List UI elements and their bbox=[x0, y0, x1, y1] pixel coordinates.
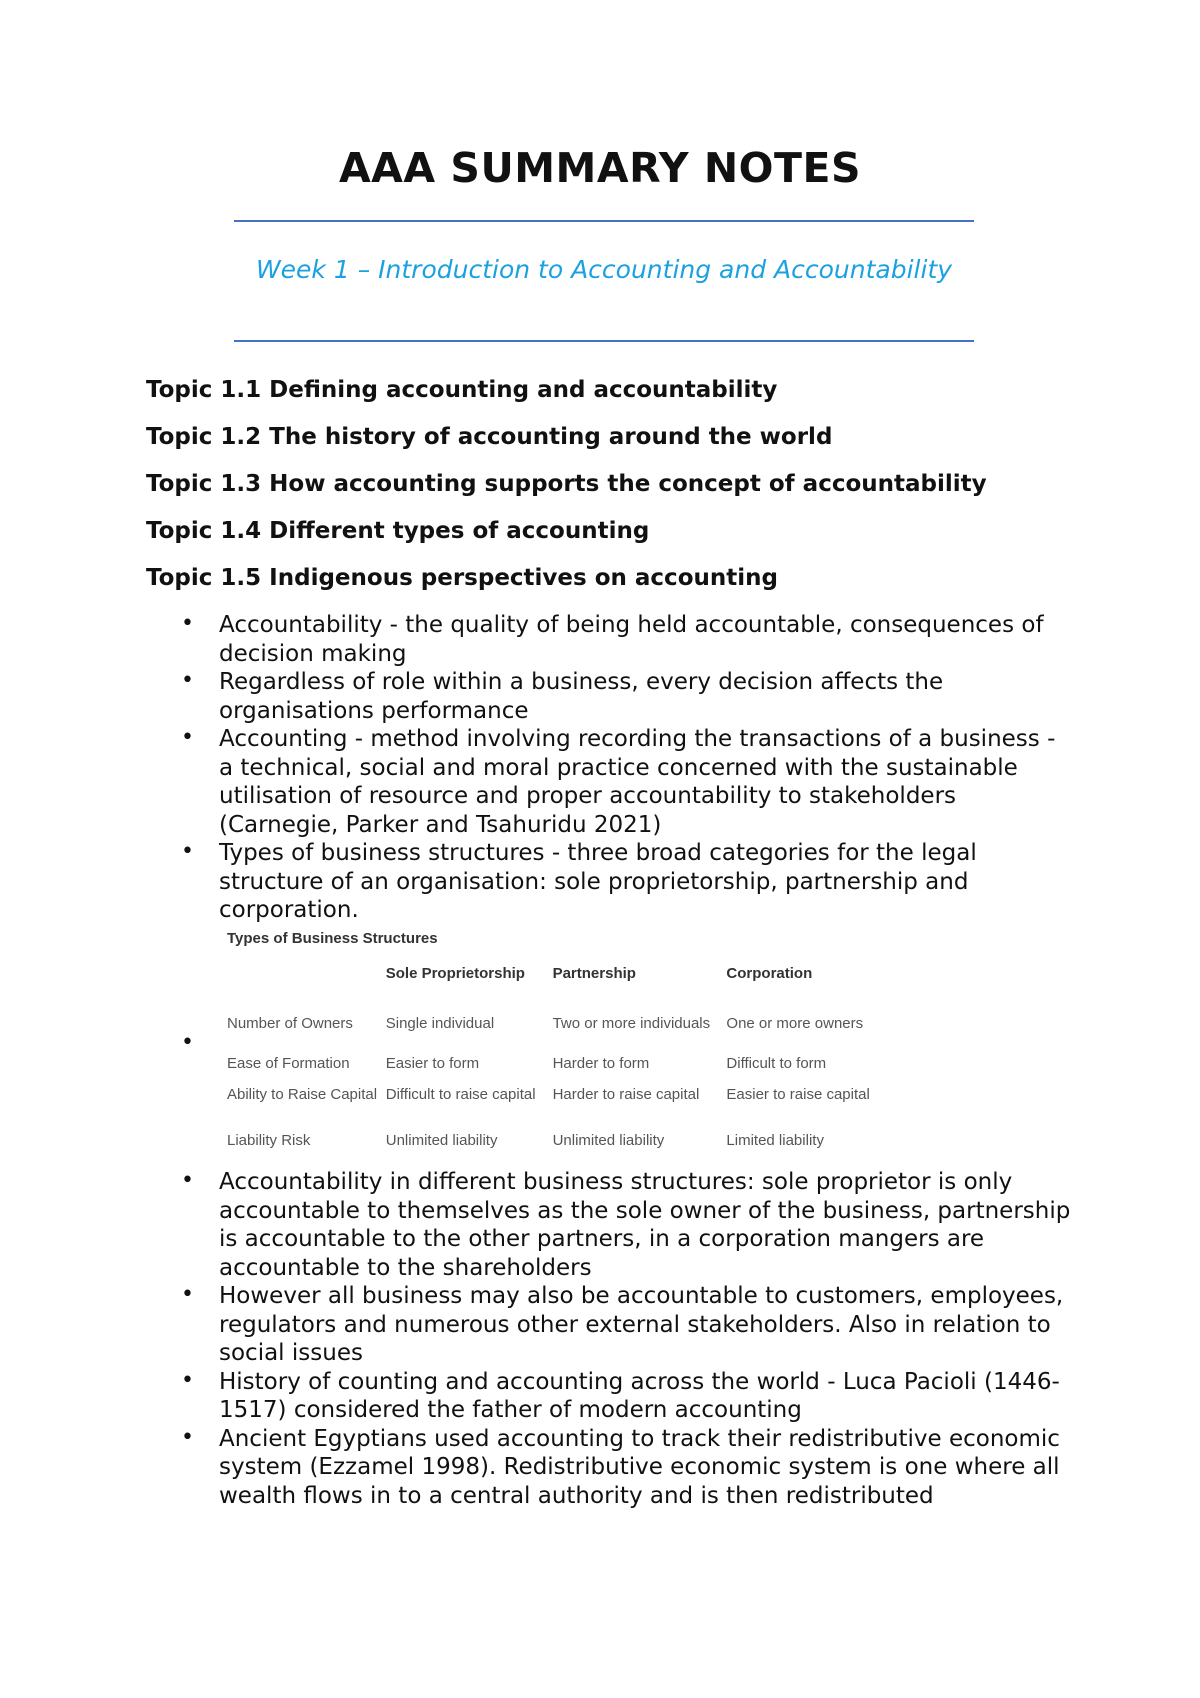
bullet-icon: • bbox=[181, 839, 194, 864]
list-item bbox=[146, 1282, 1076, 1368]
table-cell: Harder to form bbox=[552, 1055, 650, 1072]
list-item bbox=[146, 1168, 1076, 1282]
list-item-text: Accountability - the quality of being held accountable, consequences of decision making bbox=[219, 612, 1044, 667]
list-item-text: Accounting - method involving recording the transactions of a business - a technical, social and moral practice concerned with the sustainable utilisation of resource and proper accountability to stakeholders (Carnegie, Parker and Tsahuridu 2021) bbox=[219, 726, 1056, 838]
topic-heading: Topic 1.2 The history of accounting around the world bbox=[146, 424, 833, 450]
top-divider bbox=[234, 220, 974, 222]
topic-heading: Topic 1.3 How accounting supports the concept of accountability bbox=[146, 471, 987, 497]
table-cell: Ease of Formation bbox=[227, 1055, 350, 1072]
table-cell: Difficult to raise capital bbox=[385, 1086, 536, 1103]
topic-heading: Topic 1.5 Indigenous perspectives on accounting bbox=[146, 565, 778, 591]
table-cell: Two or more individuals bbox=[552, 1015, 711, 1032]
bullet-icon: • bbox=[181, 1424, 194, 1450]
table-cell: Easier to raise capital bbox=[726, 1086, 870, 1103]
table-row bbox=[223, 1086, 883, 1132]
bullet-icon: • bbox=[181, 1030, 194, 1055]
table-cell: Unlimited liability bbox=[552, 1132, 665, 1149]
bullet-icon: • bbox=[181, 1282, 194, 1307]
business-structures-table bbox=[223, 957, 883, 1154]
table-cell: Limited liability bbox=[726, 1132, 824, 1149]
bullet-icon: • bbox=[181, 1367, 194, 1393]
table-header-cell: Corporation bbox=[726, 965, 813, 982]
table-cell: Difficult to form bbox=[726, 1055, 827, 1072]
list-item bbox=[146, 611, 1076, 668]
table-cell: Number of Owners bbox=[227, 1015, 353, 1032]
list-item-text: Types of business structures - three broad categories for the legal structure of an organisation: sole proprietorship, partnership and corporation. bbox=[219, 840, 977, 923]
table-cell: Liability Risk bbox=[227, 1132, 311, 1149]
table-cell: Unlimited liability bbox=[385, 1132, 498, 1149]
table-row bbox=[223, 1055, 883, 1086]
list-item-text: However all business may also be accountable to customers, employees, regulators and numerous other external stakeholders. Also in relation to social issues bbox=[219, 1283, 1064, 1366]
topic-heading: Topic 1.1 Defining accounting and accountability bbox=[146, 377, 778, 403]
list-item-text: Ancient Egyptians used accounting to track their redistributive economic system (Ezzamel 1998). Redistributive economic system is one where all wealth flows in to a central authority and is then redistributed bbox=[219, 1425, 1060, 1509]
page-title: AAA SUMMARY NOTES bbox=[338, 144, 862, 192]
bottom-divider bbox=[234, 340, 974, 342]
table-cell: Single individual bbox=[385, 1015, 495, 1032]
table-header-cell: Sole Proprietorship bbox=[385, 965, 525, 982]
business-structures-table-image bbox=[219, 923, 879, 1163]
bullet-icon: • bbox=[181, 1168, 194, 1193]
list-item bbox=[146, 725, 1076, 839]
table-row bbox=[223, 1015, 883, 1055]
table-cell: Easier to form bbox=[385, 1055, 480, 1072]
topic-heading: Topic 1.4 Different types of accounting bbox=[146, 518, 650, 544]
table-row bbox=[223, 1132, 883, 1154]
table-header-cell: Partnership bbox=[552, 965, 636, 982]
list-item bbox=[146, 839, 1076, 925]
bullet-icon: • bbox=[181, 725, 194, 750]
list-item-text: History of counting and accounting across the world - Luca Pacioli (1446-1517) considered the father of modern accounting bbox=[219, 1368, 1060, 1423]
list-item bbox=[146, 668, 1076, 725]
table-caption: Types of Business Structures bbox=[227, 930, 438, 947]
bullet-icon: • bbox=[181, 668, 194, 693]
list-item-text: Regardless of role within a business, every decision affects the organisations performance bbox=[219, 669, 944, 724]
table-cell: Ability to Raise Capital bbox=[227, 1086, 378, 1103]
bullet-icon: • bbox=[181, 611, 194, 636]
bullet-list bbox=[146, 1168, 1076, 1510]
table-header-cell bbox=[223, 957, 382, 1015]
list-item bbox=[146, 1368, 1076, 1425]
table-cell: One or more owners bbox=[726, 1015, 864, 1032]
week-subtitle: Week 1 – Introduction to Accounting and Accountability bbox=[255, 255, 953, 284]
list-item bbox=[146, 1425, 1076, 1511]
bullet-list bbox=[146, 611, 1076, 925]
table-cell: Harder to raise capital bbox=[552, 1086, 700, 1103]
table-header-row bbox=[223, 957, 883, 1015]
list-item-text: Accountability in different business structures: sole proprietor is only accountable to themselves as the sole owner of the business, partnership is accountable to the other partners, in a corporation mangers are accountable to the shareholders bbox=[219, 1169, 1071, 1281]
